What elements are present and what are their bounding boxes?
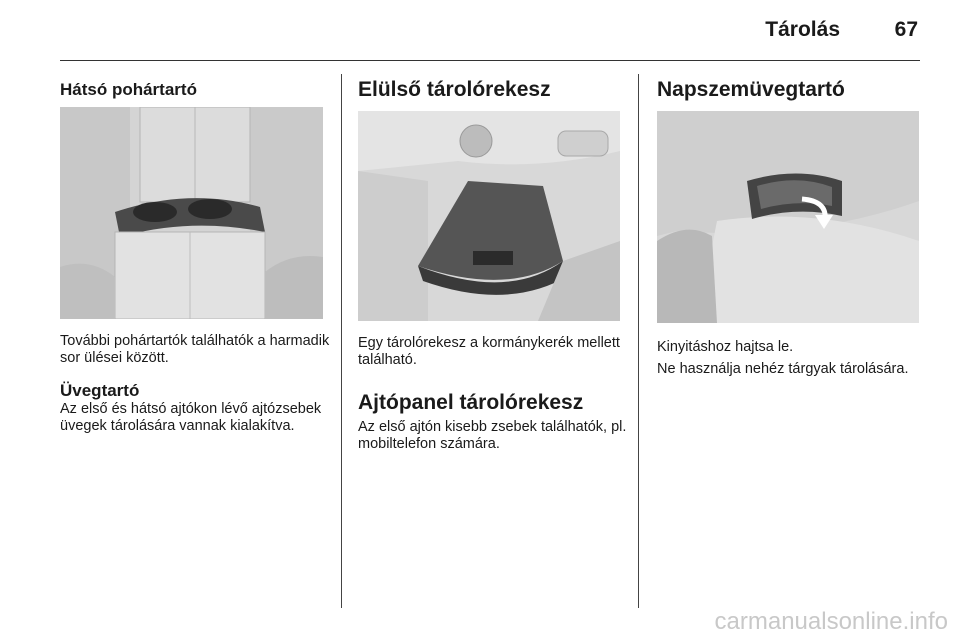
sunglasses-open-text: Kinyitáshoz hajtsa le. <box>657 339 794 355</box>
column-divider-1 <box>341 74 342 608</box>
door-pocket-text: Az első ajtón kisebb zsebek találhatók, pl. mobiltelefon számára. <box>358 419 627 452</box>
rear-cupholder-heading: Hátsó pohártartó <box>60 80 197 99</box>
front-storage-heading: Elülső tárolórekesz <box>358 78 551 101</box>
sunglasses-holder-heading: Napszemüvegtartó <box>657 78 845 101</box>
page-header <box>60 0 920 61</box>
rear-cupholder-illustration <box>60 107 323 319</box>
page-number: 67 <box>894 18 918 41</box>
door-pocket-heading: Ajtópanel tárolórekesz <box>358 391 584 414</box>
front-storage-illustration <box>358 111 620 321</box>
column-divider-2 <box>638 74 639 608</box>
watermark: carmanualsonline.info <box>714 608 948 635</box>
sunglasses-holder-illustration <box>657 111 919 323</box>
rear-cupholder-text: További pohártartók találhatók a harmadik sor ülései között. <box>60 333 330 366</box>
section-title: Tárolás <box>765 18 840 41</box>
bottle-holder-text: Az első és hátsó ajtókon lévő ajtózsebek üvegek tárolására vannak kialakítva. <box>60 401 322 434</box>
bottle-holder-heading: Üvegtartó <box>60 381 140 400</box>
front-storage-text: Egy tárolórekesz a kormánykerék mellett található. <box>358 335 620 368</box>
sunglasses-warning-text: Ne használja nehéz tárgyak tárolására. <box>657 361 909 377</box>
